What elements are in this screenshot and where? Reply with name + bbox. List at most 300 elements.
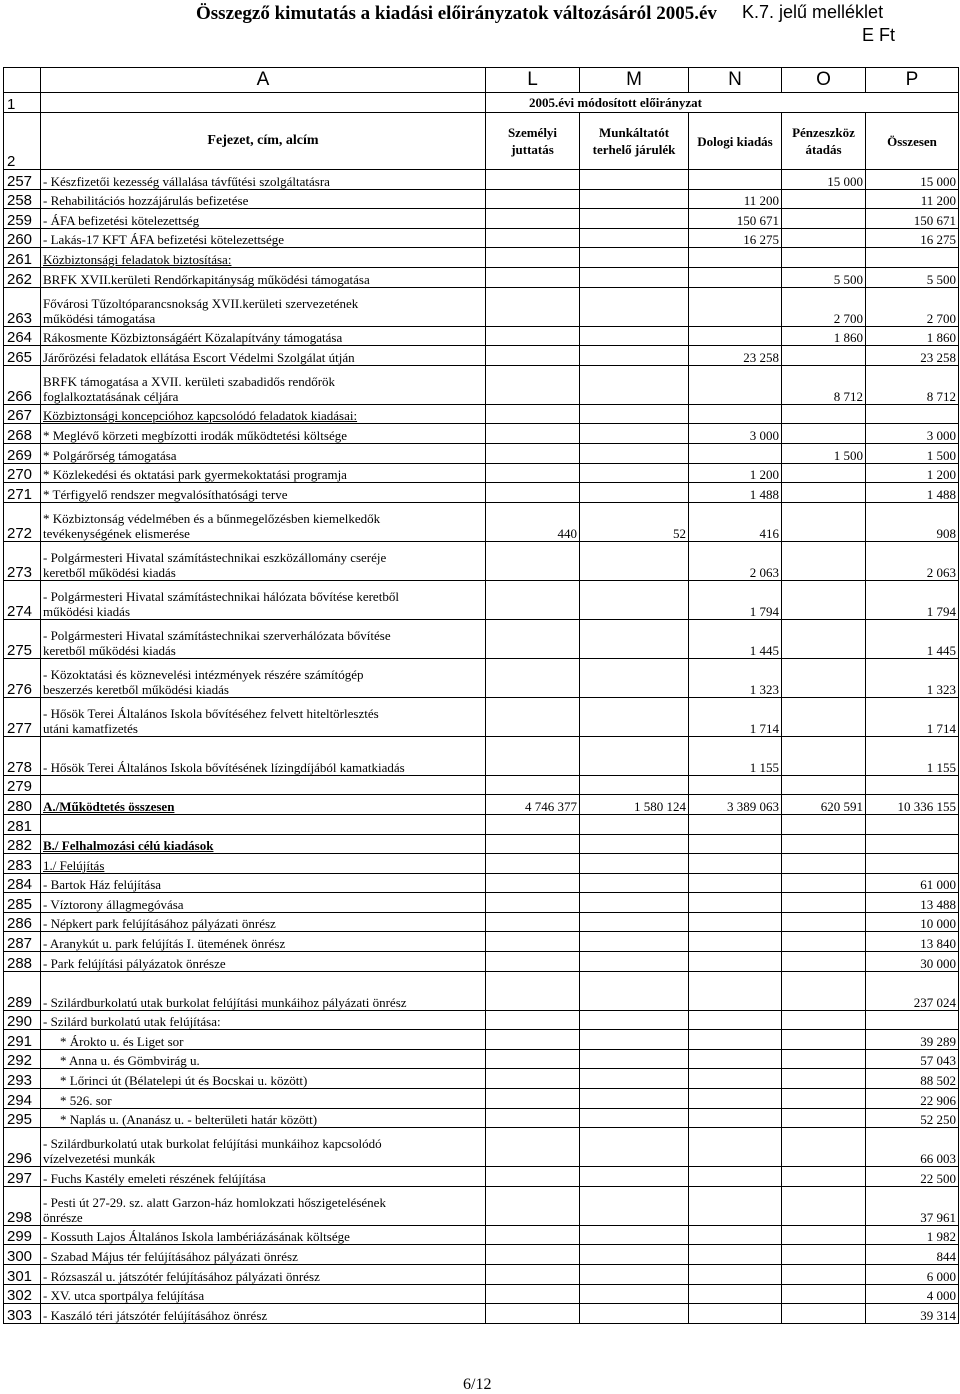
row-label	[41, 932, 486, 952]
cell-dologi	[689, 952, 782, 972]
table-row	[4, 1304, 959, 1324]
row-label-line-2: keretből működési kiadás	[43, 564, 176, 580]
cell-dologi	[689, 1225, 782, 1245]
cell-osszesen: 1 155	[866, 736, 959, 775]
table-row	[4, 1089, 959, 1109]
table-row	[4, 1284, 959, 1304]
cell-szemelyi	[486, 404, 580, 424]
cell-penzeszkoz: 1 500	[782, 443, 866, 463]
row-label-line-2: működési kiadás	[43, 603, 131, 619]
row-label	[41, 170, 486, 190]
cell-szemelyi	[486, 1225, 580, 1245]
cell-szemelyi	[486, 893, 580, 913]
cell-dologi	[689, 1245, 782, 1265]
cell-szemelyi	[486, 1108, 580, 1128]
cell-osszesen: 13 488	[866, 893, 959, 913]
cell-szemelyi	[486, 1284, 580, 1304]
cell-szemelyi	[486, 1167, 580, 1187]
row-label	[41, 502, 486, 541]
row-label-line: * Térfigyelő rendszer megvalósíthatósági terve	[43, 486, 288, 502]
cell-munkaltatot	[580, 1265, 689, 1285]
cell-dologi	[689, 170, 782, 190]
row-number: 284	[4, 873, 41, 893]
cell-szemelyi	[486, 170, 580, 190]
cell-penzeszkoz	[782, 404, 866, 424]
cell-szemelyi	[486, 834, 580, 854]
cell-osszesen: 23 258	[866, 346, 959, 366]
row-label	[41, 834, 486, 854]
row-label	[41, 1284, 486, 1304]
cell-penzeszkoz: 15 000	[782, 170, 866, 190]
cell-osszesen: 1 445	[866, 619, 959, 658]
row-number: 279	[4, 775, 41, 795]
cell-penzeszkoz	[782, 1167, 866, 1187]
col-letter-p: P	[866, 68, 959, 93]
col-letter-a: A	[41, 68, 486, 93]
row-label	[41, 1108, 486, 1128]
cell-osszesen: 2 063	[866, 541, 959, 580]
cell-penzeszkoz	[782, 1245, 866, 1265]
row-label-line: - Kossuth Lajos Általános Iskola lambériázásának költsége	[43, 1229, 350, 1245]
cell-osszesen	[866, 248, 959, 268]
cell-szemelyi	[486, 619, 580, 658]
row-label-line-2: önrésze	[43, 1209, 83, 1225]
cell-dologi: 11 200	[689, 189, 782, 209]
row-number: 282	[4, 834, 41, 854]
row-number: 2	[4, 113, 41, 170]
row-label	[41, 541, 486, 580]
cell-penzeszkoz	[782, 1108, 866, 1128]
cell-penzeszkoz	[782, 248, 866, 268]
row-label	[41, 1089, 486, 1109]
cell-osszesen: 4 000	[866, 1284, 959, 1304]
cell-dologi	[689, 854, 782, 874]
cell-munkaltatot	[580, 1030, 689, 1050]
row-number: 290	[4, 1010, 41, 1030]
row-label	[41, 952, 486, 972]
cell-dologi	[689, 873, 782, 893]
cell-munkaltatot	[580, 463, 689, 483]
cell-penzeszkoz	[782, 346, 866, 366]
row-number: 267	[4, 404, 41, 424]
row-number: 268	[4, 424, 41, 444]
cell-munkaltatot	[580, 697, 689, 736]
table-row	[4, 267, 959, 287]
row-label-line: - Polgármesteri Hivatal számítástechnikai hálózata bővítése keretből	[43, 588, 399, 604]
cell-szemelyi	[486, 736, 580, 775]
table-row	[4, 580, 959, 619]
cell-munkaltatot	[580, 346, 689, 366]
cell-osszesen: 2 700	[866, 287, 959, 326]
table-row	[4, 248, 959, 268]
row-label-line: A./Működtetés összesen	[43, 798, 175, 814]
row-label-line-2: működési támogatása	[43, 310, 156, 326]
cell-szemelyi	[486, 541, 580, 580]
row-number: 257	[4, 170, 41, 190]
row-number: 262	[4, 267, 41, 287]
table-row	[4, 1186, 959, 1225]
table-row	[4, 463, 959, 483]
cell-munkaltatot	[580, 365, 689, 404]
row-label	[41, 971, 486, 1010]
cell-szemelyi	[486, 1186, 580, 1225]
cell-munkaltatot	[580, 775, 689, 795]
cell-penzeszkoz	[782, 834, 866, 854]
row-label-line: - Rózsaszál u. játszótér felújításához pályázati önrész	[43, 1268, 320, 1284]
cell-szemelyi	[486, 814, 580, 834]
cell-munkaltatot	[580, 736, 689, 775]
cell-osszesen: 16 275	[866, 228, 959, 248]
cell-szemelyi	[486, 267, 580, 287]
cell-munkaltatot	[580, 189, 689, 209]
cell-dologi	[689, 932, 782, 952]
row-label	[41, 736, 486, 775]
row-label-line: - Polgármesteri Hivatal számítástechnikai eszközállomány cseréje	[43, 549, 387, 565]
row-label-line-2: utáni kamatfizetés	[43, 720, 138, 736]
cell-szemelyi	[486, 1089, 580, 1109]
col-letter-n: N	[689, 68, 782, 93]
cell-osszesen	[866, 775, 959, 795]
row-label-line: Közbiztonsági koncepcióhoz kapcsolódó feladatok kiadásai:	[43, 408, 358, 424]
cell-osszesen: 66 003	[866, 1128, 959, 1167]
col-header-fejezet: Fejezet, cím, alcím	[41, 113, 486, 170]
row-number: 272	[4, 502, 41, 541]
row-label	[41, 1069, 486, 1089]
row-label-line: - Lakás-17 KFT ÁFA befizetési kötelezettsége	[43, 232, 285, 248]
column-letter-row	[4, 68, 959, 93]
cell-penzeszkoz	[782, 893, 866, 913]
cell-penzeszkoz	[782, 1010, 866, 1030]
cell-penzeszkoz	[782, 1069, 866, 1089]
row-number: 266	[4, 365, 41, 404]
cell-osszesen: 13 840	[866, 932, 959, 952]
cell-penzeszkoz	[782, 1049, 866, 1069]
cell-penzeszkoz: 2 700	[782, 287, 866, 326]
cell-munkaltatot	[580, 1304, 689, 1324]
cell-szemelyi	[486, 932, 580, 952]
cell-munkaltatot	[580, 1069, 689, 1089]
cell-osszesen: 39 314	[866, 1304, 959, 1324]
row-label-line: BRFK támogatása a XVII. kerületi szabadidős rendőrök	[43, 373, 336, 389]
cell-dologi	[689, 365, 782, 404]
table-row	[4, 893, 959, 913]
cell-munkaltatot	[580, 1245, 689, 1265]
row-label	[41, 814, 486, 834]
cell-dologi: 1 323	[689, 658, 782, 697]
cell-dologi	[689, 1089, 782, 1109]
cell-szemelyi	[486, 443, 580, 463]
cell-szemelyi	[486, 1010, 580, 1030]
table-row	[4, 228, 959, 248]
cell-osszesen: 908	[866, 502, 959, 541]
cell-dologi	[689, 326, 782, 346]
row-label-line: - Víztorony állagmegóvása	[43, 896, 184, 912]
row-number: 301	[4, 1265, 41, 1285]
table-row	[4, 365, 959, 404]
row-label-line: 1./ Felújítás	[43, 857, 105, 873]
row-number: 298	[4, 1186, 41, 1225]
cell-penzeszkoz: 8 712	[782, 365, 866, 404]
row-label	[41, 1304, 486, 1324]
row-label	[41, 893, 486, 913]
cell-osszesen: 237 024	[866, 971, 959, 1010]
cell-osszesen: 1 982	[866, 1225, 959, 1245]
cell-munkaltatot	[580, 248, 689, 268]
cell-osszesen: 1 714	[866, 697, 959, 736]
appendix-label: K.7. jelű melléklet	[742, 2, 884, 22]
row-label	[41, 1128, 486, 1167]
row-number: 258	[4, 189, 41, 209]
row-label	[41, 424, 486, 444]
cell-szemelyi	[486, 952, 580, 972]
cell-szemelyi	[486, 775, 580, 795]
cell-munkaltatot	[580, 912, 689, 932]
cell-penzeszkoz	[782, 502, 866, 541]
cell-munkaltatot	[580, 1049, 689, 1069]
row-label-line: - Pesti út 27-29. sz. alatt Garzon-ház homlokzati hőszigetelésének	[43, 1194, 386, 1210]
row-number: 286	[4, 912, 41, 932]
row-number: 273	[4, 541, 41, 580]
cell-penzeszkoz	[782, 1089, 866, 1109]
row-label-line: - XV. utca sportpálya felújítása	[43, 1288, 205, 1304]
cell-dologi: 3 000	[689, 424, 782, 444]
cell-dologi	[689, 1186, 782, 1225]
row-label-line: B./ Felhalmozási célú kiadások	[43, 838, 214, 854]
cell-dologi: 1 794	[689, 580, 782, 619]
row-label-line: * Közbiztonság védelmében és a bűnmegelőzésben kiemelkedők	[43, 510, 381, 526]
row-label-line-2: beszerzés keretből működési kiadás	[43, 681, 229, 697]
cell-szemelyi	[486, 854, 580, 874]
cell-penzeszkoz	[782, 424, 866, 444]
cell-dologi: 23 258	[689, 346, 782, 366]
table-row	[4, 404, 959, 424]
table-row	[4, 541, 959, 580]
cell-dologi	[689, 814, 782, 834]
cell-dologi	[689, 1010, 782, 1030]
table-row	[4, 170, 959, 190]
cell-osszesen: 1 488	[866, 483, 959, 503]
row-number: 280	[4, 795, 41, 815]
cell-dologi	[689, 248, 782, 268]
cell-penzeszkoz	[782, 971, 866, 1010]
cell-munkaltatot	[580, 873, 689, 893]
row-number: 278	[4, 736, 41, 775]
row-label	[41, 443, 486, 463]
row-label	[41, 697, 486, 736]
row-label	[41, 1265, 486, 1285]
cell-osszesen: 88 502	[866, 1069, 959, 1089]
row-label-line: Közbiztonsági feladatok biztosítása:	[43, 251, 232, 267]
cell-osszesen: 1 794	[866, 580, 959, 619]
cell-osszesen: 6 000	[866, 1265, 959, 1285]
row-label	[41, 287, 486, 326]
cell-dologi	[689, 775, 782, 795]
cell-penzeszkoz	[782, 228, 866, 248]
table-row	[4, 1225, 959, 1245]
cell-penzeszkoz	[782, 1265, 866, 1285]
cell-dologi	[689, 404, 782, 424]
col-header-szemelyi: Személyi juttatás	[486, 113, 580, 170]
cell-penzeszkoz	[782, 1225, 866, 1245]
cell-osszesen: 10 000	[866, 912, 959, 932]
cell-penzeszkoz	[782, 854, 866, 874]
row-number: 294	[4, 1089, 41, 1109]
row-number: 297	[4, 1167, 41, 1187]
cell-munkaltatot	[580, 619, 689, 658]
cell-munkaltatot	[580, 952, 689, 972]
cell-dologi	[689, 1049, 782, 1069]
row-number: 264	[4, 326, 41, 346]
col-header-osszesen: Összesen	[866, 113, 959, 170]
row-label-line: * 526. sor	[60, 1092, 112, 1108]
col-header-penzeszkoz: Pénzeszköz átadás	[782, 113, 866, 170]
cell-penzeszkoz	[782, 932, 866, 952]
header-row-1	[4, 93, 959, 113]
cell-osszesen: 1 860	[866, 326, 959, 346]
table-row	[4, 1108, 959, 1128]
cell-munkaltatot	[580, 854, 689, 874]
cell-penzeszkoz	[782, 697, 866, 736]
cell-dologi: 1 714	[689, 697, 782, 736]
cell-penzeszkoz	[782, 1030, 866, 1050]
row-number: 276	[4, 658, 41, 697]
cell-szemelyi	[486, 483, 580, 503]
row-number: 289	[4, 971, 41, 1010]
row-number: 303	[4, 1304, 41, 1324]
cell-penzeszkoz	[782, 541, 866, 580]
cell-osszesen: 1 500	[866, 443, 959, 463]
row-label-line-2: vízelvezetési munkák	[43, 1151, 156, 1167]
cell-szemelyi: 4 746 377	[486, 795, 580, 815]
cell-penzeszkoz	[782, 619, 866, 658]
row-label-line: - Bartok Ház felújítása	[43, 877, 162, 893]
row-label	[41, 228, 486, 248]
cell-munkaltatot	[580, 267, 689, 287]
table-row	[4, 834, 959, 854]
table-row	[4, 1245, 959, 1265]
cell-osszesen: 61 000	[866, 873, 959, 893]
cell-szemelyi	[486, 1030, 580, 1050]
cell-munkaltatot	[580, 1010, 689, 1030]
cell-penzeszkoz	[782, 658, 866, 697]
span-title: 2005.évi módosított előirányzat	[486, 93, 959, 113]
table-row	[4, 775, 959, 795]
cell-dologi	[689, 1069, 782, 1089]
table-row	[4, 873, 959, 893]
row-number: 1	[4, 93, 41, 113]
row-label	[41, 189, 486, 209]
row-label	[41, 1030, 486, 1050]
cell-penzeszkoz	[782, 1284, 866, 1304]
budget-table	[3, 67, 959, 1324]
cell-szemelyi	[486, 463, 580, 483]
row-label	[41, 1010, 486, 1030]
row-number: 296	[4, 1128, 41, 1167]
table-row	[4, 912, 959, 932]
cell-szemelyi	[486, 228, 580, 248]
row-number: 291	[4, 1030, 41, 1050]
cell-munkaltatot	[580, 1167, 689, 1187]
page-number: 6/12	[463, 1376, 492, 1393]
cell-penzeszkoz	[782, 952, 866, 972]
table-row	[4, 287, 959, 326]
cell-dologi	[689, 1108, 782, 1128]
row-number: 260	[4, 228, 41, 248]
row-label	[41, 795, 486, 815]
row-label-line: - Szilárdburkolatú utak burkolat felújítási munkáihoz pályázati önrész	[43, 994, 407, 1010]
row-label-line: * Polgárőrség támogatása	[43, 447, 177, 463]
row-label-line: Rákosmente Közbiztonságáért Közalapítvány támogatása	[43, 330, 343, 346]
table-row	[4, 502, 959, 541]
cell-osszesen	[866, 854, 959, 874]
cell-munkaltatot	[580, 541, 689, 580]
row-number: 269	[4, 443, 41, 463]
row-label	[41, 580, 486, 619]
row-number: 299	[4, 1225, 41, 1245]
row-label	[41, 209, 486, 229]
cell-dologi	[689, 1030, 782, 1050]
cell-penzeszkoz	[782, 736, 866, 775]
row-number: 265	[4, 346, 41, 366]
cell-munkaltatot	[580, 1186, 689, 1225]
cell-penzeszkoz	[782, 814, 866, 834]
cell-osszesen	[866, 1010, 959, 1030]
row-label	[41, 463, 486, 483]
cell-munkaltatot	[580, 404, 689, 424]
cell-dologi: 150 671	[689, 209, 782, 229]
table-row	[4, 1010, 959, 1030]
cell-dologi	[689, 287, 782, 326]
cell-munkaltatot	[580, 658, 689, 697]
cell-szemelyi	[486, 658, 580, 697]
row-label	[41, 1167, 486, 1187]
cell-osszesen: 150 671	[866, 209, 959, 229]
row-label	[41, 365, 486, 404]
row-label-line: - Szilárd burkolatú utak felújítása:	[43, 1014, 221, 1030]
row-label	[41, 483, 486, 503]
table-row	[4, 1167, 959, 1187]
col-letter-m: M	[580, 68, 689, 93]
cell-dologi	[689, 1284, 782, 1304]
cell-szemelyi	[486, 1304, 580, 1324]
cell-osszesen: 8 712	[866, 365, 959, 404]
cell-penzeszkoz: 1 860	[782, 326, 866, 346]
cell-munkaltatot	[580, 834, 689, 854]
cell-penzeszkoz	[782, 912, 866, 932]
cell-szemelyi	[486, 1265, 580, 1285]
cell-munkaltatot	[580, 228, 689, 248]
cell-dologi: 3 389 063	[689, 795, 782, 815]
row-label	[41, 1225, 486, 1245]
cell-munkaltatot	[580, 483, 689, 503]
cell-szemelyi	[486, 1069, 580, 1089]
row-label-line: - ÁFA befizetési kötelezettség	[43, 212, 200, 228]
cell-dologi	[689, 443, 782, 463]
row-label	[41, 1186, 486, 1225]
table-row	[4, 483, 959, 503]
cell-penzeszkoz	[782, 580, 866, 619]
cell-szemelyi	[486, 697, 580, 736]
cell-munkaltatot	[580, 580, 689, 619]
cell-dologi	[689, 1304, 782, 1324]
row-number: 271	[4, 483, 41, 503]
cell-munkaltatot	[580, 1225, 689, 1245]
cell-szemelyi	[486, 424, 580, 444]
table-row	[4, 1265, 959, 1285]
document-title: Összegző kimutatás a kiadási előirányzatok változásáról 2005.év	[196, 3, 717, 24]
cell-szemelyi	[486, 1245, 580, 1265]
table-row	[4, 209, 959, 229]
